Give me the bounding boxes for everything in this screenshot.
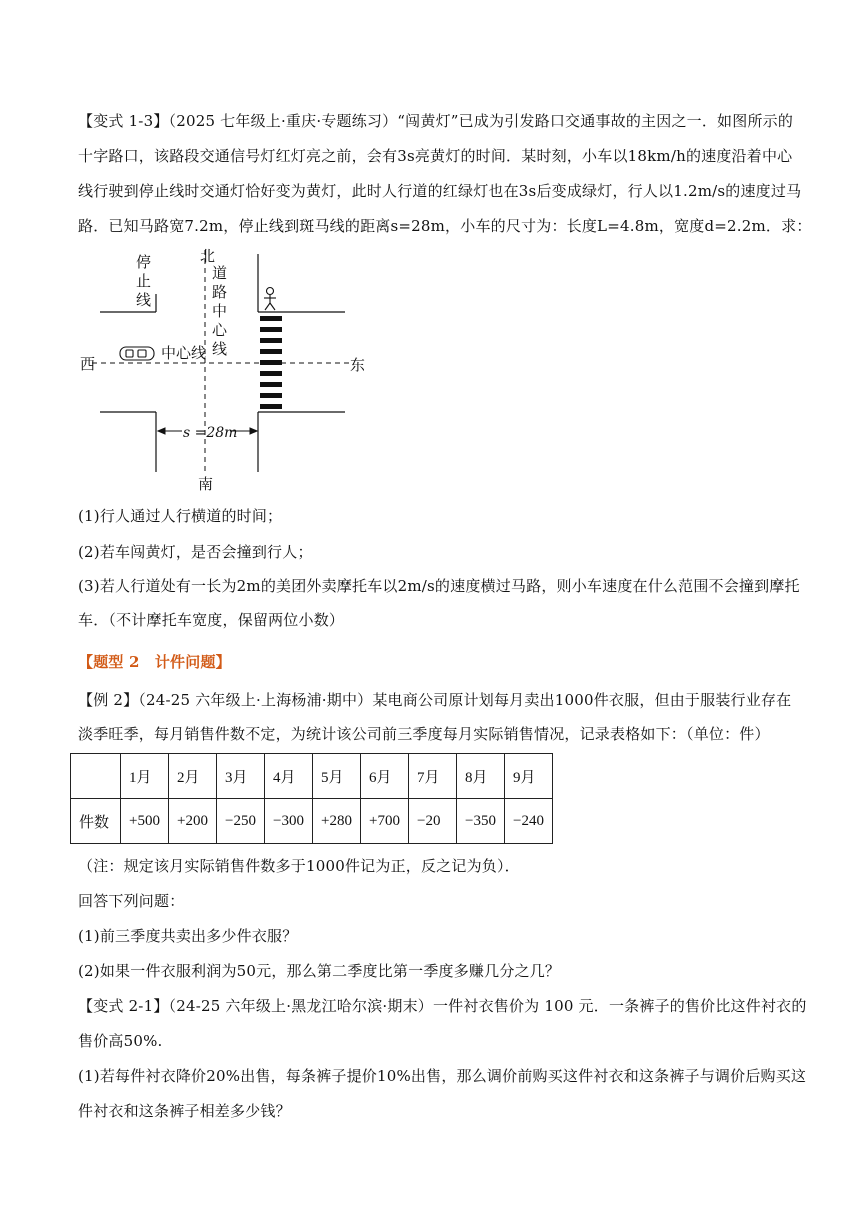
value-cell: +700 [361,799,409,844]
intersection-figure [70,244,380,498]
section-heading: 【题型 2 计件问题】 [78,653,231,671]
value-cell: −20 [409,799,457,844]
month-cell: 4月 [265,754,313,799]
value-cell: +500 [121,799,169,844]
variant-2-1-line-2: 售价高50%. [78,1032,163,1050]
table-note: （注：规定该月实际销售件数多于1000件记为正，反之记为负）． [78,857,520,875]
month-cell: 2月 [169,754,217,799]
variant-2-1-question-1-a: (1)若每件衬衣降价20%出售，每条裤子提价10%出售，那么调价前购买这件衬衣和这条裤子与调价后购买这 [78,1067,807,1085]
svg-text:线: 线 [136,291,152,309]
stop-line-label [136,253,151,309]
value-cell: −240 [505,799,553,844]
svg-text:道: 道 [212,264,228,282]
value-cell: −350 [457,799,505,844]
svg-text:线: 线 [212,340,228,358]
west-label: 西 [80,355,96,373]
east-label: 东 [350,356,366,374]
question-1-1: (1)行人通过人行横道的时间； [78,507,283,525]
value-cell: +200 [169,799,217,844]
svg-text:北: 北 [200,247,216,265]
month-cell: 5月 [313,754,361,799]
question-1-3-b: 车．（不计摩托车宽度，保留两位小数） [78,611,345,629]
month-cell: 8月 [457,754,505,799]
zebra-crossing [260,316,282,409]
question-1-2: (2)若车闯黄灯，是否会撞到行人； [78,543,313,561]
problem-1-3-line-1: 【变式 1-3】（2025 七年级上·重庆·专题练习）“闯黄灯”已成为引发路口交通事故的主因之一．如图所示的 [78,112,794,130]
example-2-line-1: 【例 2】（24-25 六年级上·上海杨浦·期中）某电商公司原计划每月卖出1000件衣服，但由于服装行业存在 [78,691,792,709]
south-label: 南 [198,475,214,493]
variant-2-1-line-1: 【变式 2-1】（24-25 六年级上·黑龙江哈尔滨·期末）一件衬衣售价为 100 元．一条裤子的售价比这件衬衣的 [78,997,807,1015]
table-row-values [71,799,553,844]
car-icon [120,347,154,360]
problem-1-3-line-3: 线行驶到停止线时交通灯恰好变为黄灯，此时人行道的红绿灯也在3s后变成绿灯，行人以1.2m/s的速度过马 [78,182,802,200]
question-1-3-a: (3)若人行道处有一长为2m的美团外卖摩托车以2m/s的速度横过马路，则小车速度在什么范围不会撞到摩托 [78,577,800,595]
problem-1-3-line-2: 十字路口，该路段交通信号灯红灯亮之前，会有3s亮黄灯的时间．某时刻，小车以18km/h的速度沿着中心 [78,147,793,165]
variant-2-1-question-1-b: 件衬衣和这条裤子相差多少钱？ [78,1102,291,1120]
svg-text:路: 路 [212,283,228,301]
table-corner-cell [71,754,121,799]
svg-text:心: 心 [212,321,228,339]
value-cell: +280 [313,799,361,844]
north-road-center-line-label [200,247,228,358]
distance-label: s =28m [183,425,238,441]
example-2-line-2: 淡季旺季，每月销售件数不定，为统计该公司前三季度每月实际销售情况，记录表格如下：（单位：件） [78,725,770,743]
svg-text:中: 中 [212,302,228,320]
answer-prompt: 回答下列问题： [78,892,185,910]
problem-1-3-line-4: 路．已知马路宽7.2m，停止线到斑马线的距离s=28m，小车的尺寸为：长度L=4.8m，宽度d=2.2m．求： [78,217,812,235]
month-cell: 3月 [217,754,265,799]
value-cell: −300 [265,799,313,844]
pedestrian-icon [264,288,276,311]
month-cell: 6月 [361,754,409,799]
row-label-cell: 件数 [71,799,121,844]
svg-text:止: 止 [136,272,152,290]
month-cell: 9月 [505,754,553,799]
center-line-label: 中心线 [161,344,207,362]
question-2-2: (2)如果一件衣服利润为50元，那么第二季度比第一季度多赚几分之几？ [78,962,561,980]
month-cell: 7月 [409,754,457,799]
sales-table [70,753,553,844]
svg-text:停: 停 [136,253,152,271]
question-2-1: (1)前三季度共卖出多少件衣服？ [78,927,298,945]
table-row-months [71,754,553,799]
value-cell: −250 [217,799,265,844]
month-cell: 1月 [121,754,169,799]
